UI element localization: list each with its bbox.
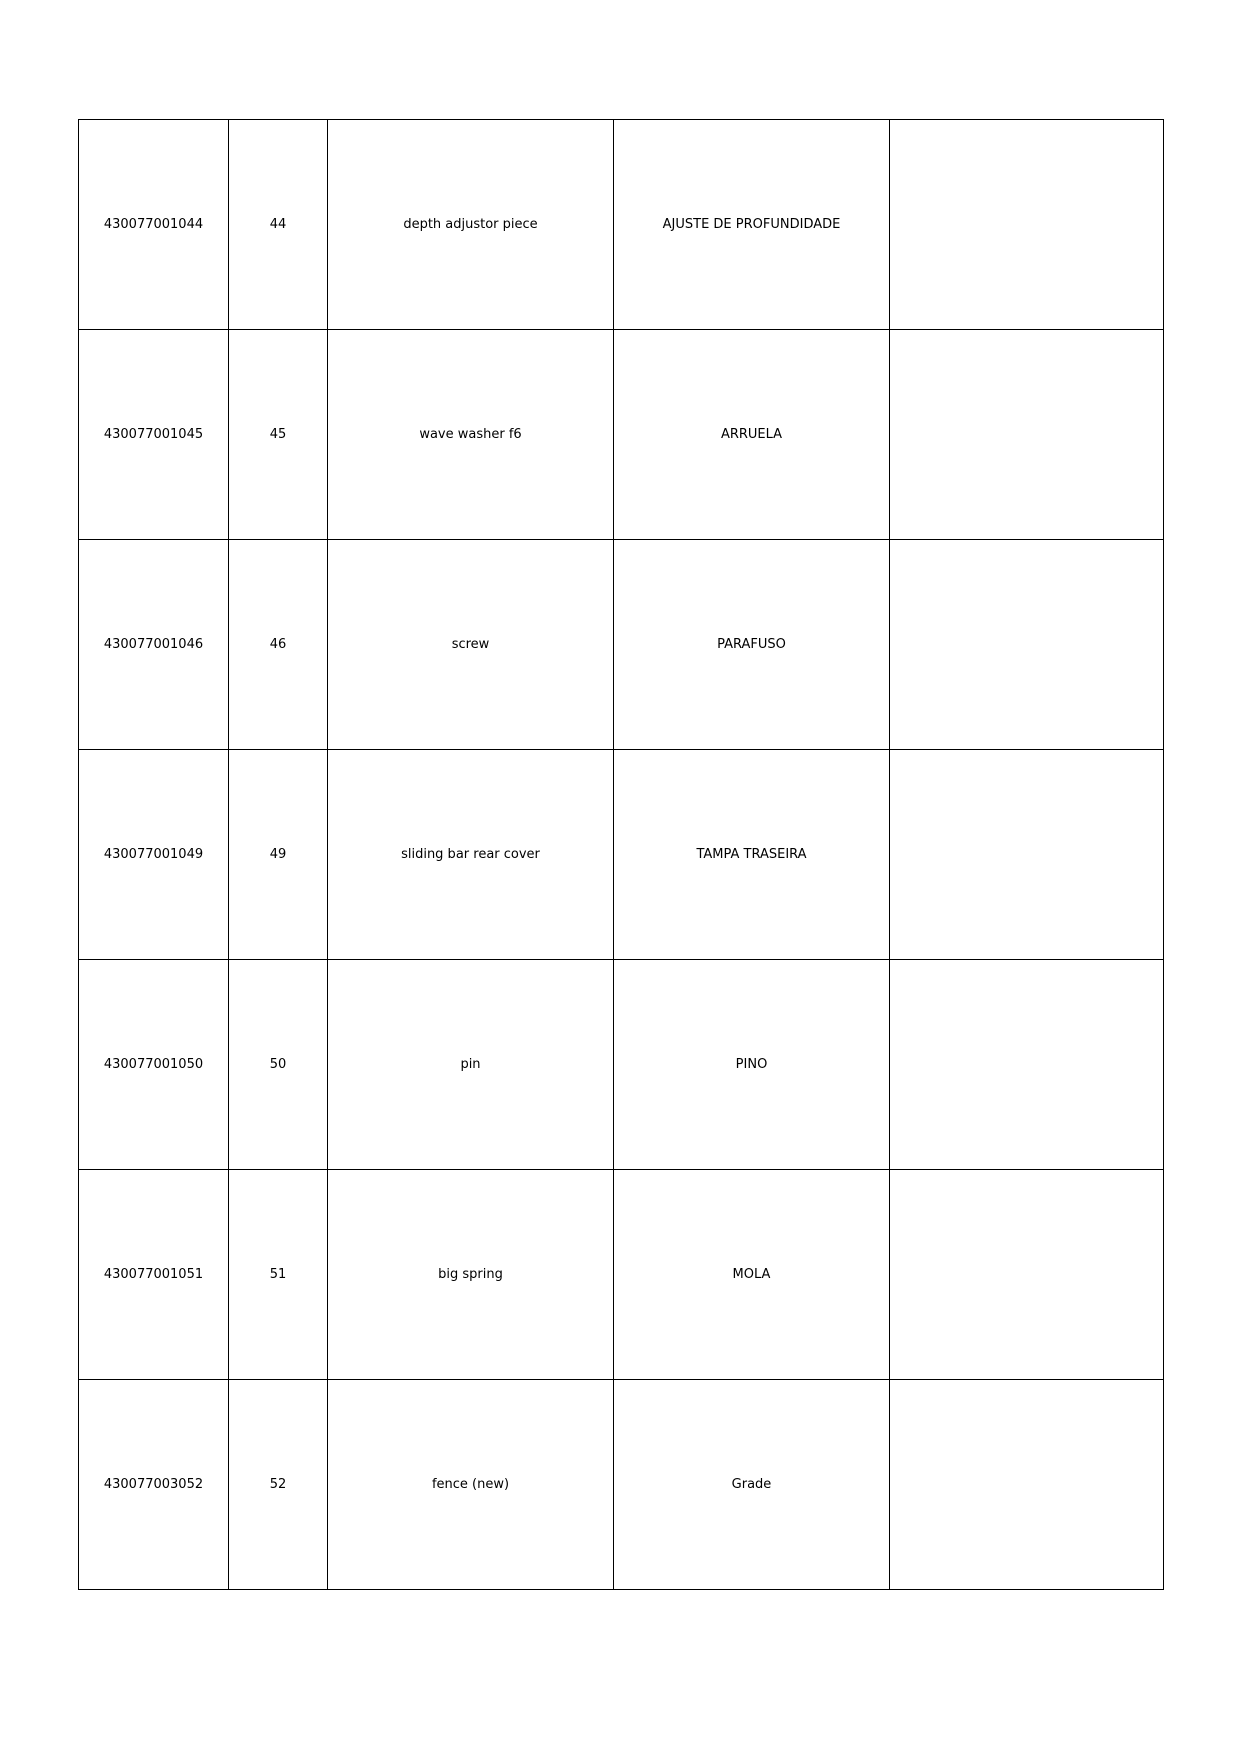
description-en-cell: fence (new) <box>328 1380 614 1590</box>
table-row <box>79 960 1164 1170</box>
part-number-cell: 51 <box>229 1170 328 1380</box>
table-row <box>79 330 1164 540</box>
description-pt-cell: MOLA <box>614 1170 890 1380</box>
note-cell <box>890 540 1164 750</box>
description-en-cell: depth adjustor piece <box>328 120 614 330</box>
note-cell <box>890 1170 1164 1380</box>
part-code-cell: 430077001049 <box>79 750 229 960</box>
part-code-cell: 430077001045 <box>79 330 229 540</box>
note-cell <box>890 330 1164 540</box>
part-code-cell: 430077001051 <box>79 1170 229 1380</box>
part-code-cell: 430077003052 <box>79 1380 229 1590</box>
table-row <box>79 540 1164 750</box>
description-en-cell: sliding bar rear cover <box>328 750 614 960</box>
note-cell <box>890 120 1164 330</box>
description-pt-cell: ARRUELA <box>614 330 890 540</box>
description-pt-cell: TAMPA TRASEIRA <box>614 750 890 960</box>
description-pt-cell: PARAFUSO <box>614 540 890 750</box>
description-en-cell: wave washer f6 <box>328 330 614 540</box>
table-row <box>79 120 1164 330</box>
note-cell <box>890 750 1164 960</box>
part-code-cell: 430077001044 <box>79 120 229 330</box>
description-pt-cell: AJUSTE DE PROFUNDIDADE <box>614 120 890 330</box>
description-en-cell: pin <box>328 960 614 1170</box>
part-number-cell: 44 <box>229 120 328 330</box>
note-cell <box>890 1380 1164 1590</box>
note-cell <box>890 960 1164 1170</box>
description-en-cell: big spring <box>328 1170 614 1380</box>
part-number-cell: 52 <box>229 1380 328 1590</box>
part-number-cell: 46 <box>229 540 328 750</box>
part-number-cell: 49 <box>229 750 328 960</box>
description-en-cell: screw <box>328 540 614 750</box>
part-code-cell: 430077001046 <box>79 540 229 750</box>
table-row <box>79 1380 1164 1590</box>
table-row <box>79 1170 1164 1380</box>
table-row <box>79 750 1164 960</box>
part-number-cell: 45 <box>229 330 328 540</box>
parts-table <box>78 119 1164 1590</box>
description-pt-cell: Grade <box>614 1380 890 1590</box>
part-number-cell: 50 <box>229 960 328 1170</box>
description-pt-cell: PINO <box>614 960 890 1170</box>
part-code-cell: 430077001050 <box>79 960 229 1170</box>
